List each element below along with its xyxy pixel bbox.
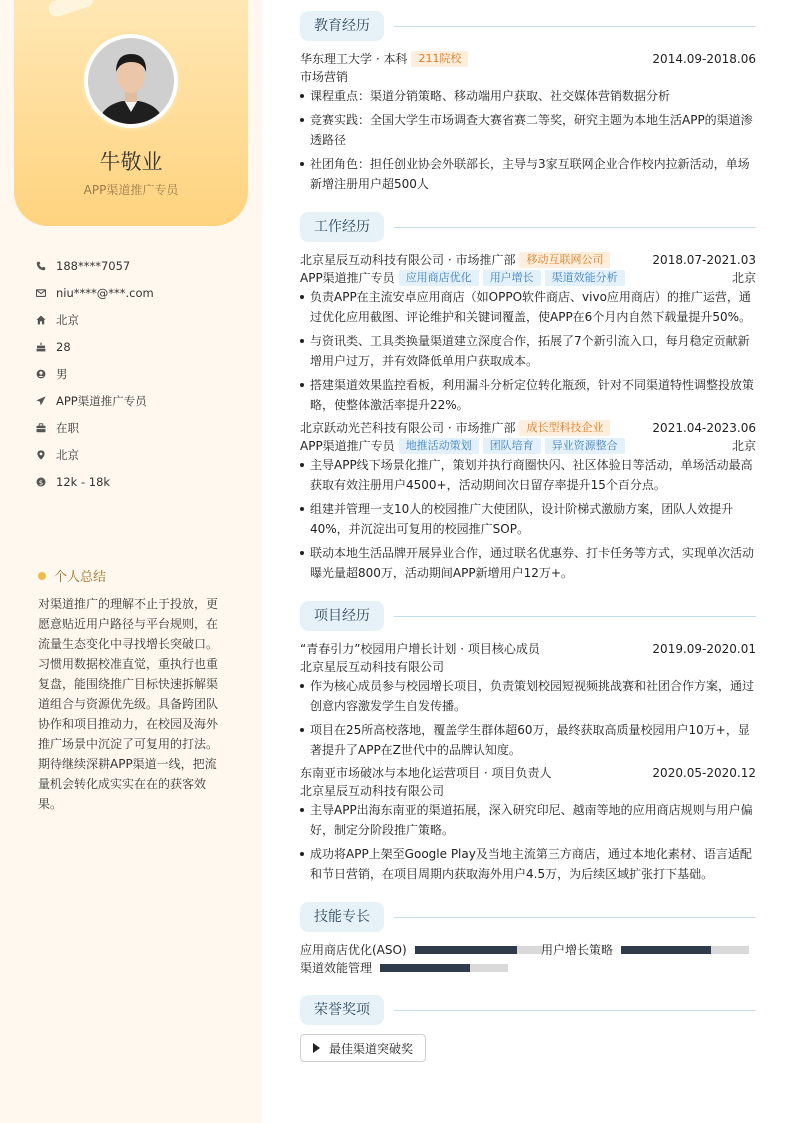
skill-item (300, 941, 543, 959)
project-bullet: 项目在25所高校落地，覆盖学生群体超60万，最终获取高质量校园用户10万+，显著提升了APP在Z世代中的品牌认知度。 (300, 720, 756, 760)
section-divider (394, 227, 756, 228)
work-tag: 异业资源整合 (545, 438, 625, 454)
work-city: 北京 (731, 271, 756, 285)
work-company-tag: 成长型科技企业 (519, 420, 610, 436)
work-tag: 渠道效能分析 (545, 270, 625, 286)
education-school: 华东理工大学 · 本科 (300, 52, 408, 66)
skill-bar (621, 946, 749, 954)
section-divider (394, 1010, 756, 1011)
status-text: 在职 (56, 420, 79, 435)
work-bullet: 与资讯类、工具类换量渠道建立深度合作，拓展了7个新引流入口，每月稳定贡献新增用户过万，并有效降低单用户获取成本。 (300, 331, 756, 371)
briefcase-icon (36, 423, 46, 433)
info-email (36, 279, 246, 306)
project-org: 北京星辰互动科技有限公司 (300, 660, 445, 674)
work-bullet: 组建并管理一支10人的校园推广大使团队，设计阶梯式激励方案，团队人效提升40%，并沉淀出可复用的校园推广SOP。 (300, 499, 756, 539)
work-tag: 团队培育 (483, 438, 541, 454)
education-bullet: 课程重点：渠道分销策略、移动端用户获取、社交媒体营销数据分析 (300, 86, 756, 106)
summary-dot-icon (38, 572, 46, 580)
skill-item (541, 941, 749, 959)
section-education-title: 教育经历 (300, 11, 384, 41)
work-header (300, 251, 756, 269)
project-org: 北京星辰互动科技有限公司 (300, 784, 445, 798)
education-bullet: 社团角色：担任创业协会外联部长，主导与3家互联网企业合作校内拉新活动，单场新增注册用户超500人 (300, 154, 756, 194)
skill-bar (415, 946, 543, 954)
info-home (36, 306, 246, 333)
info-position (36, 387, 246, 414)
phone-text: 188****7057 (56, 258, 131, 273)
summary-heading-text: 个人总结 (54, 570, 107, 585)
home-icon (36, 315, 46, 325)
section-projects (300, 601, 756, 631)
section-work (300, 212, 756, 242)
section-skills (300, 902, 756, 932)
work-city: 北京 (731, 439, 756, 453)
project-date: 2020.05-2020.12 (652, 766, 756, 780)
work-bullet: 联动本地生活品牌开展异业合作，通过联名优惠券、打卡任务等方式，实现单次活动曝光量超800万，活动期间APP新增用户12万+。 (300, 543, 756, 583)
project-bullet: 成功将APP上架至Google Play及当地主流第三方商店，通过本地化素材、语言适配和节日营销，在项目周期内获取海外用户4.5万，为后续区域扩张打下基础。 (300, 844, 756, 884)
award-item (300, 1034, 426, 1062)
work-bullet: 主导APP线下场景化推广，策划并执行商圈快闪、社区体验日等活动，单场活动最高获取有效注册用户4500+，活动期间次日留存率提升15个百分点。 (300, 455, 756, 495)
project-title: 东南亚市场破冰与本地化运营项目 · 项目负责人 (300, 766, 552, 780)
section-education (300, 11, 756, 41)
project-bullet: 主导APP出海东南亚的渠道拓展，深入研究印尼、越南等地的应用商店规则与用户偏好，制定分阶段推广策略。 (300, 800, 756, 840)
section-divider (394, 616, 756, 617)
location-pin-icon (36, 450, 46, 460)
section-divider (394, 917, 756, 918)
svg-text:$: $ (38, 478, 44, 487)
skill-bar-fill (621, 946, 711, 954)
avatar (84, 34, 178, 128)
mail-icon (36, 288, 46, 298)
info-age (36, 333, 246, 360)
home-text: 北京 (56, 312, 79, 327)
info-status (36, 414, 246, 441)
skill-name: 渠道效能管理 (300, 961, 373, 975)
award-name: 最佳渠道突破奖 (329, 1041, 414, 1056)
gender-icon (36, 369, 46, 379)
work-bullet: 负责APP在主流安卓应用商店（如OPPO软件商店、vivo应用商店）的推广运营，通过优化应用截图、评论维护和关键词覆盖，使APP在6个月内自然下载量提升50%。 (300, 287, 756, 327)
send-icon (36, 396, 46, 406)
skill-bar-fill (415, 946, 517, 954)
project-date: 2019.09-2020.01 (652, 642, 756, 656)
work-position: APP渠道推广专员 (300, 439, 395, 453)
work-company-tag: 移动互联网公司 (519, 252, 610, 268)
sidebar (0, 0, 262, 1123)
summary-heading (38, 566, 106, 585)
skill-bar (380, 964, 508, 972)
info-gender (36, 360, 246, 387)
decorative-pill (47, 0, 96, 19)
work-date: 2021.04-2023.06 (652, 421, 756, 435)
education-bullet: 竞赛实践：全国大学生市场调查大赛省赛二等奖，研究主题为本地生活APP的渠道渗透路径 (300, 110, 756, 150)
phone-icon (36, 261, 46, 271)
section-work-title: 工作经历 (300, 212, 384, 242)
work-tag: 地推活动策划 (399, 438, 479, 454)
position-text: APP渠道推广专员 (56, 393, 147, 408)
contact-info (36, 252, 246, 495)
section-awards-title: 荣誉奖项 (300, 995, 384, 1025)
profile-title: APP渠道推广专员 (83, 183, 179, 197)
work-position-row (300, 437, 756, 455)
section-skills-title: 技能专长 (300, 902, 384, 932)
work-header (300, 419, 756, 437)
project-title: “青春引力”校园用户增长计划 · 项目核心成员 (300, 642, 540, 656)
work-company: 北京跃动光芒科技有限公司 · 市场推广部 (300, 421, 516, 435)
work-position-row (300, 269, 756, 287)
salary-text: 12k - 18k (56, 474, 111, 489)
work-tag: 应用商店优化 (399, 270, 479, 286)
work-position: APP渠道推广专员 (300, 271, 395, 285)
project-header (300, 764, 756, 782)
section-awards (300, 995, 756, 1025)
work-bullet: 搭建渠道效果监控看板，利用漏斗分析定位转化瓶颈，针对不同渠道特性调整投放策略，使整体激活率提升22%。 (300, 375, 756, 415)
email-text: niu****@***.com (56, 285, 154, 300)
skill-name: 用户增长策略 (541, 943, 614, 957)
education-date: 2014.09-2018.06 (652, 52, 756, 66)
work-date: 2018.07-2021.03 (652, 253, 756, 267)
age-text: 28 (56, 339, 71, 354)
skill-name: 应用商店优化(ASO) (300, 943, 407, 957)
summary-text: 对渠道推广的理解不止于投放，更愿意贴近用户路径与平台规则，在流量生态变化中寻找增长突破口。习惯用数据校准直觉，重执行也重复盘，能围绕推广目标快速拆解渠道组合与资源优先级。具备跨团队协作和项目推动力，在校园及海外推广场景中沉淀了可复用的打法。期待继续深耕APP渠道一线，把流量机会转化成实实在在的获客效果。 (38, 597, 219, 811)
project-header (300, 640, 756, 658)
city-text: 北京 (56, 447, 79, 462)
info-phone (36, 252, 246, 279)
education-header (300, 50, 756, 68)
cake-icon (36, 342, 46, 352)
education-tag: 211院校 (411, 51, 468, 67)
info-city (36, 441, 246, 468)
profile-name: 牛敬业 (99, 150, 163, 174)
play-triangle-icon (313, 1043, 320, 1053)
section-divider (394, 26, 756, 27)
work-company: 北京星辰互动科技有限公司 · 市场推广部 (300, 253, 516, 267)
gender-text: 男 (56, 366, 68, 381)
section-projects-title: 项目经历 (300, 601, 384, 631)
avatar-photo-icon (88, 38, 174, 124)
info-salary (36, 468, 246, 495)
work-tag: 用户增长 (483, 270, 541, 286)
project-bullet: 作为核心成员参与校园增长项目，负责策划校园短视频挑战赛和社团合作方案，通过创意内容激发学生自发传播。 (300, 676, 756, 716)
money-icon (36, 477, 46, 487)
education-major: 市场营销 (300, 70, 349, 84)
skill-item (300, 959, 508, 977)
skill-bar-fill (380, 964, 470, 972)
profile-header (14, 0, 248, 226)
